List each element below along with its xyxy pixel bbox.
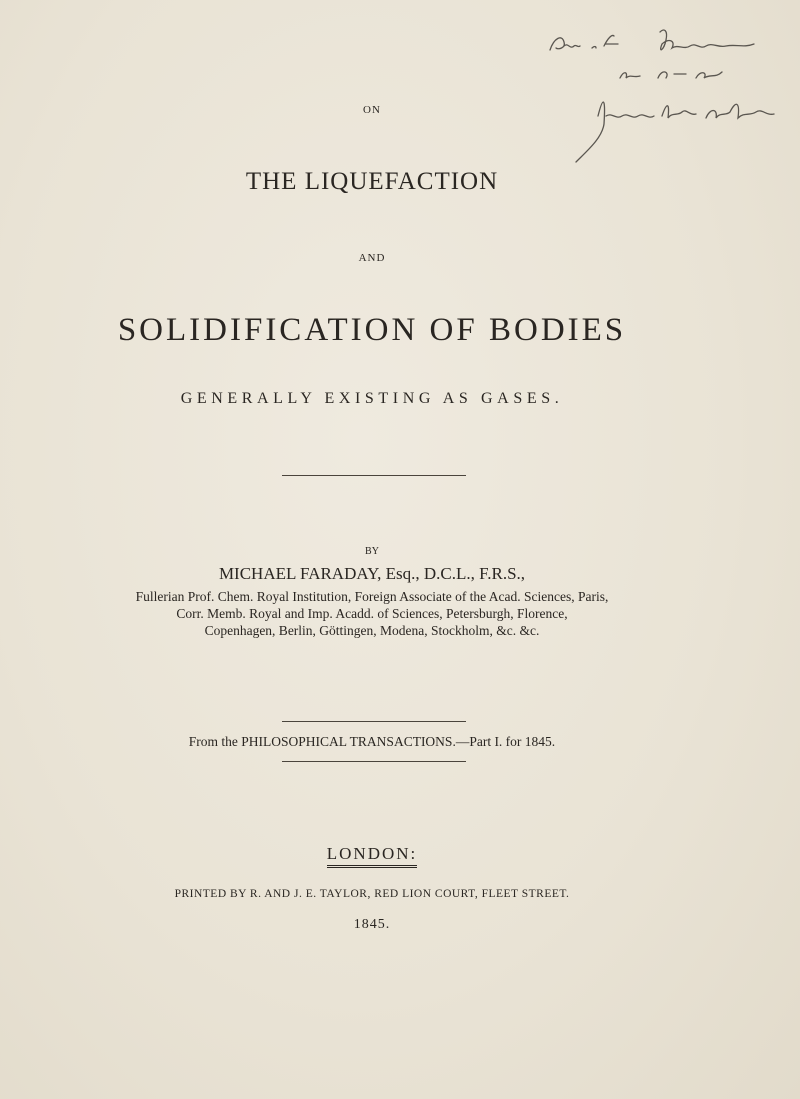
author-name: MICHAEL FARADAY, Esq., D.C.L., F.R.S., [218, 564, 526, 583]
imprint-printer: PRINTED BY R. AND J. E. TAYLOR, RED LION COURT, FLEET STREET. [174, 888, 570, 900]
author-affiliation-line: Copenhagen, Berlin, Göttingen, Modena, Stockholm, &c. &c. [204, 623, 540, 638]
handwritten-inscription [540, 20, 790, 170]
imprint-city [0, 844, 744, 868]
imprint-city-text: LONDON: [327, 844, 418, 868]
divider-rule [282, 475, 466, 476]
title-line-2: SOLIDIFICATION OF BODIES [117, 312, 627, 348]
divider-rule [282, 761, 466, 762]
title-line-1: THE LIQUEFACTION [245, 168, 499, 195]
source-line: From the PHILOSOPHICAL TRANSACTIONS.—Part I. for 1845. [188, 734, 556, 749]
imprint-year: 1845. [353, 917, 391, 932]
title-connector-and: AND [358, 252, 386, 264]
author-affiliation-line: Fullerian Prof. Chem. Royal Institution, Foreign Associate of the Acad. Sciences, Paris, [135, 589, 609, 604]
divider-rule [282, 721, 466, 722]
author-affiliation-line: Corr. Memb. Royal and Imp. Acadd. of Sciences, Petersburgh, Florence, [176, 606, 568, 621]
author-by: BY [365, 546, 379, 557]
title-connector-on: ON [363, 104, 381, 116]
title-line-3: GENERALLY EXISTING AS GASES. [180, 390, 564, 407]
